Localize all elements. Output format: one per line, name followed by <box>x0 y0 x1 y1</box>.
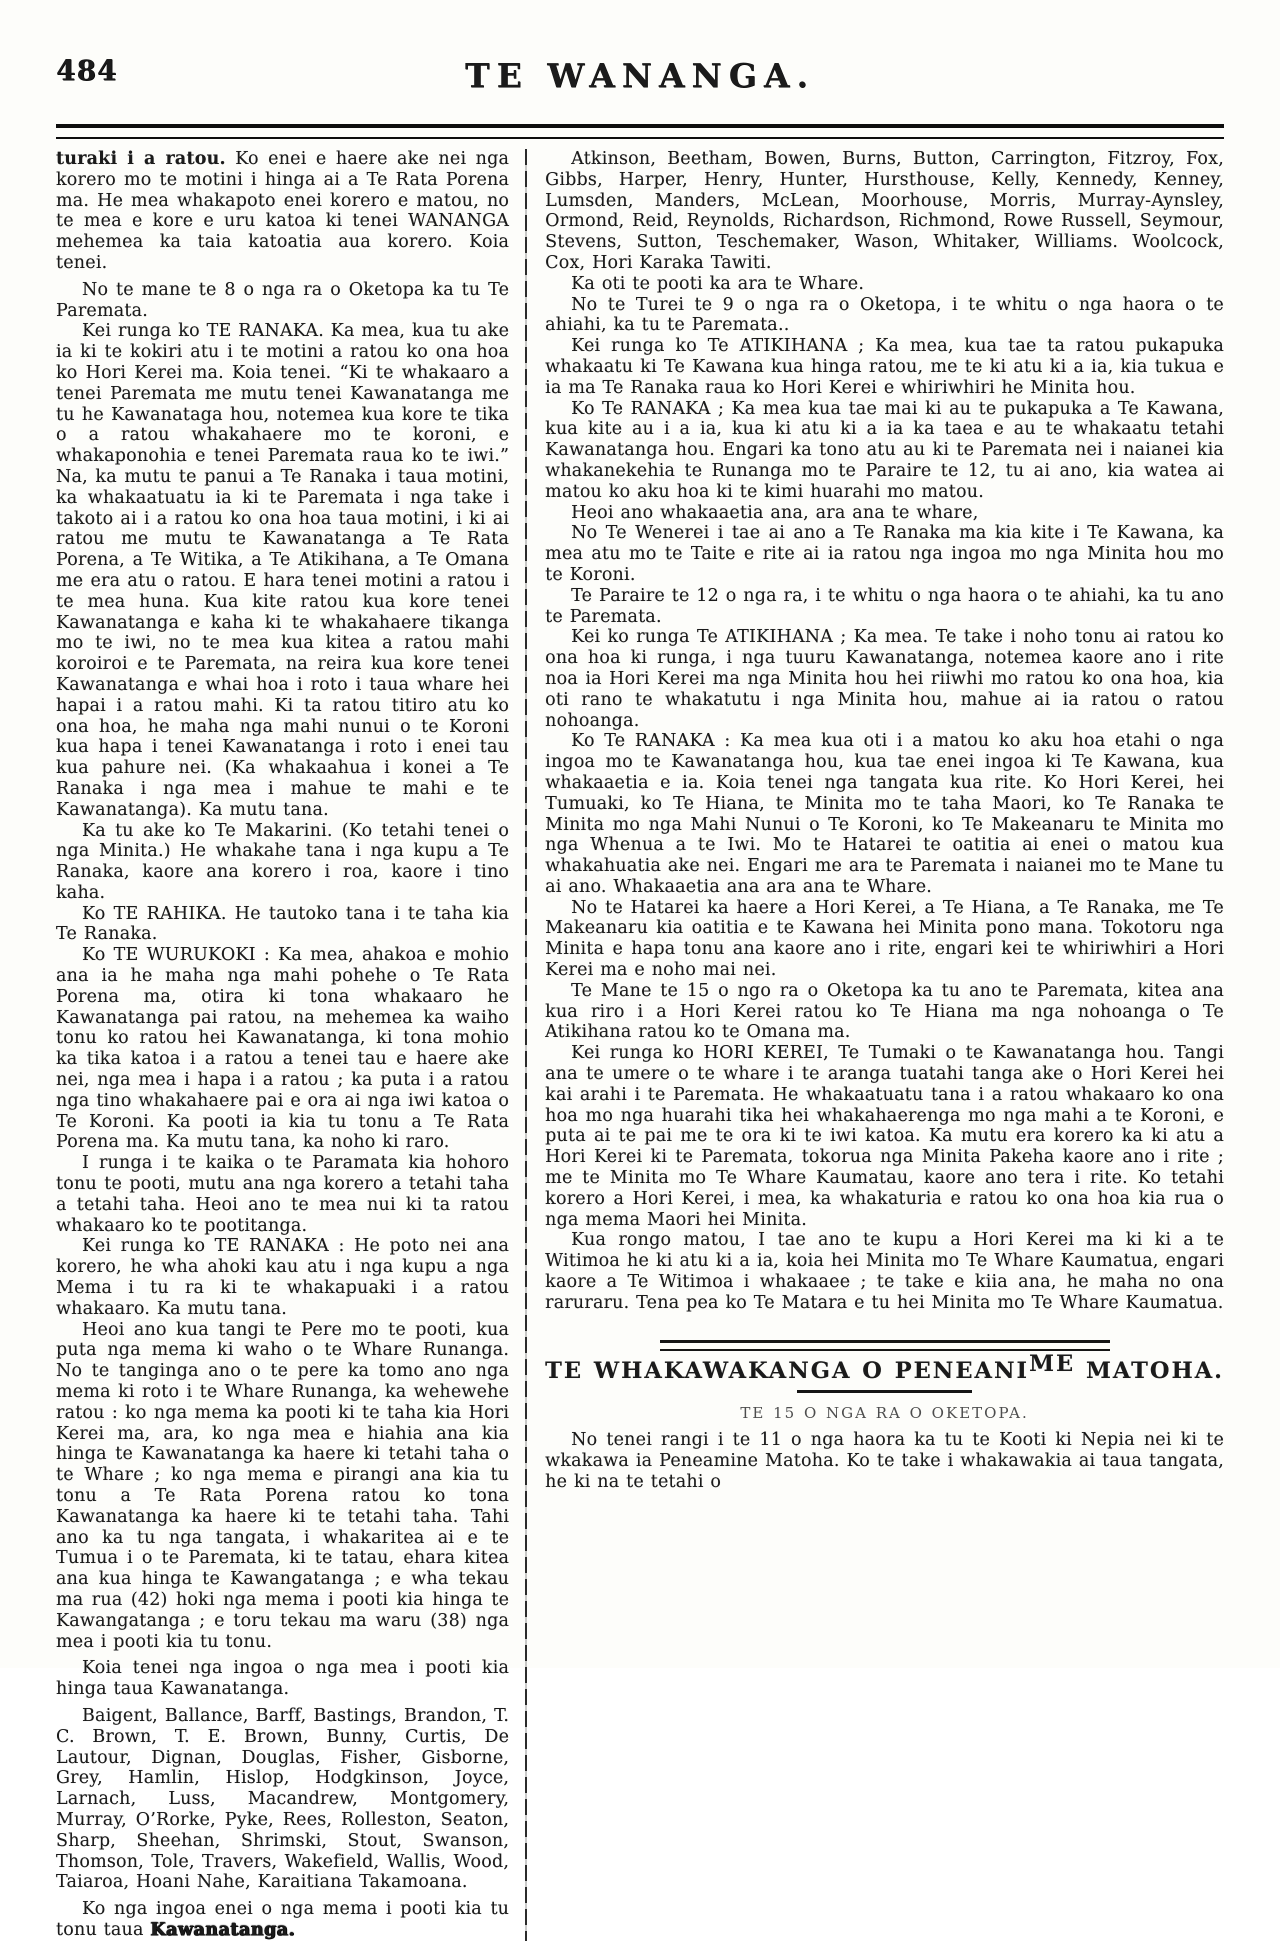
paragraph: Te Paraire te 12 o nga ra, i te whitu o nga haora o te ahiahi, ka tu ano te Paremata. <box>545 585 1224 627</box>
paragraph: Koia tenei nga ingoa o nga mea i pooti kia hinga taua Kawanatanga. <box>56 1658 510 1700</box>
paragraph-lead: turaki i a ratou. <box>56 149 226 169</box>
paragraph: No Te Wenerei i tae ai ano a Te Ranaka ma kia kite i Te Kawana, ka mea atu mo te Taite e rite ai ia ratou nga ingoa mo nga Minita hou mo te Koroni. <box>545 523 1224 585</box>
paragraph: Ka oti te pooti ka ara te Whare. <box>571 273 865 294</box>
article-divider-top <box>660 1340 1110 1351</box>
paragraph: Heoi ano whakaaetia ana, ara ana te whare, <box>571 502 979 523</box>
article-columns <box>56 149 1224 1941</box>
article-heading-text: TE WHAKAWAKANGA O PENEANI <box>545 1357 1030 1384</box>
paragraph: Ka tu ake ko Te Makarini. (Ko tetahi tenei o nga Minita.) He whakahe tana i nga kupu a Te Ranaka, kaore ana korero i roa, kaore i tino kaha. <box>56 820 510 903</box>
paragraph-text: Ko nga ingoa enei o nga mema i pooti kia tu tonu taua <box>56 1899 510 1940</box>
member-names-list: Atkinson, Beetham, Bowen, Burns, Button, Carrington, Fitzroy, Fox, Gibbs, Harper, Henry, Hunter, Hursthouse, Kelly, Kennedy, Kenney, Lumsden, Manders, McLean, Moorhouse, Morris, Murray-Aynsley, Ormond, Reid, Reynolds, Richardson, Richmond, Rowe Russell, Seymour, Stevens, Sutton, Teschemaker, Wason, Whitaker, Williams. Woolcock, Cox, Hori Karaka Tawiti. <box>545 149 1224 273</box>
header-rule <box>56 124 1224 139</box>
paragraph: Kei ko runga Te ATIKIHANA ; Ka mea. Te take i noho tonu ai ratou ko ona hoa ki runga, i nga tuuru Kawanatanga, notemea kaore ano i rite noa ia Hori Kerei ma nga Minita hou hei riiwhi mo ratou ko ona hoa, kia oti rano te whakatutu i nga Minita hou, mahue ai ia ratou o ratou nohoanga. <box>545 627 1224 731</box>
paragraph: Ko TE WURUKOKI : Ka mea, ahakoa e mohio ana ia he maha nga mahi pohehe o Te Rata Porena ma, otira ki tona whakaaro he Kawanatanga pai ratou, na mehemea ka waiho tonu ko ratou hei Kawanatanga, ki tona mohio ka tika katoa i a ratou a tenei tau e haere ake nei, nga mea i hapa i a ratou ; ka puta i a ratou nga tino whakahaere pai e ora ai nga iwi katoa o Te Koroni. Ka pooti ia kia tu tonu a Te Rata Porena ma. Ka mutu tana, ka noho ki raro. <box>56 945 510 1153</box>
paragraph <box>56 149 509 274</box>
article-heading-raised-text: ME <box>1029 1350 1076 1377</box>
article-heading-block <box>545 1340 1224 1425</box>
paragraph <box>56 1899 509 1941</box>
paragraph: Heoi ano kua tangi te Pere mo te pooti, kua puta nga mema ki waho o te Whare Runanga. No te tanginga ano o te pere ka tomo ano nga mema ki roto i te Whare Runanga, ka wehewehe ratou : ko nga mema ka pooti ki te taha kia Hori Kerei ma, ara, ko nga mea e hiahia ana kia hinga te Kawanatanga ka haere ki tetahi taha o te Whare ; ko nga mema e pirangi ana kia tu tonu a Te Rata Porena ratou ko tona Kawanatanga ka haere ki te tetahi taha. Tahi ano ka tu nga tangata, i whakaritea ai e te Tumua i o te Paremata, ki te tatau, ehara kitea ana kua hinga te Kawangatanga ; e wha tekau ma rua (42) hoki nga mema i pooti kia hinga te Kawangatanga ; e toru tekau ma waru (38) nga mea i pooti kia tu tonu. <box>56 1319 510 1652</box>
paragraph: Kua rongo matou, I tae ano te kupu a Hori Kerei ma ki ki a te Witimoa he ki atu ki a ia, koia hei Minita mo Te Whare Kaumatua, engari kaore a Te Witimoa i whakaaee ; te take e kiia ana, he maha no ona raruraru. Tena pea ko Te Matara e tu hei Minita mo Te Whare Kaumatua. <box>545 1230 1224 1313</box>
left-column <box>56 149 525 1941</box>
paragraph: No te Hatarei ka haere a Hori Kerei, a Te Hiana, a Te Ranaka, me Te Makeanaru kia oatitia e te Kawana hei Minita pono mana. Tokotoru nga Minita e hapa tonu ana kaore ano i rite, engari kei te whiriwhiri a Hori Kerei ma e noho mai nei. <box>545 897 1224 981</box>
article-dateline: TE 15 O NGA RA O OKETOPA. <box>740 1404 1029 1423</box>
page-header <box>0 0 1280 108</box>
article-divider-bottom <box>797 1390 972 1393</box>
paragraph: No te Turei te 9 o nga ra o Oketopa, i te whitu o nga haora o te ahiahi, ka tu te Paremata.. <box>545 294 1224 336</box>
paragraph: No te mane te 8 o nga ra o Oketopa ka tu Te Paremata. <box>56 279 510 321</box>
masthead-title: TE WANANGA. <box>465 56 815 95</box>
right-column <box>527 149 1224 1493</box>
article-body-paragraph: No tenei rangi i te 11 o nga haora ka tu te Kooti ki Nepia nei ki te wkakawa ia Peneamine Matoha. Ko te take i whakawakia ai taua tangata, he ki na te tetahi o <box>545 1430 1224 1492</box>
member-names-list: Baigent, Ballance, Barff, Bastings, Brandon, T. C. Brown, T. E. Brown, Bunny, Curtis, De Lautour, Dignan, Douglas, Fisher, Gisborne, Grey, Hamlin, Hislop, Hodgkinson, Joyce, Larnach, Luss, Macandrew, Montgomery, Murray, O’Rorke, Pyke, Rees, Rolleston, Seaton, Sharp, Sheehan, Shrimski, Stout, Swanson, Thomson, Tole, Travers, Wakefield, Wallis, Wood, Taiaroa, Hoani Nahe, Karaitiana Takamoana. <box>56 1705 510 1893</box>
paragraph: Ko TE RAHIKA. He tautoko tana i te taha kia Te Ranaka. <box>56 903 510 945</box>
page-number: 484 <box>56 54 118 87</box>
paragraph: Kei runga ko HORI KEREI, Te Tumaki o te Kawanatanga hou. Tangi ana te umere o te whare i te aranga tuatahi tanga ake o Hori Kerei hei kai arahi i te Paremata. He whakaatuatu tana i a ratou whakaaro ko ona hoa mo nga huarahi tika hei whakahaerenga mo nga mahi a te Koroni, e puta ai te pai me te ora ki te iwi katoa. Ka mutu era korero ka ki atu a Hori Kerei ki te Paremata, tokorua nga Minita Pakeha kaore ano i rite ; me te Minita mo Te Whare Kaumatau, kaore ano tera i rite. Ko tetahi korero a Hori Kerei, i mea, ka whakaturia e ratou ko ona hoa kia rua o nga mema Maori hei Minita. <box>545 1043 1224 1230</box>
paragraph: Ko Te RANAKA : Ka mea kua oti i a matou ko aku hoa etahi o nga ingoa mo te Kawanatanga hou, kua tae enei ingoa ki Te Kawana, kua whakaaetia e ia. Koia tenei nga tangata kua rite. Ko Hori Kerei, hei Tumuaki, ko Te Hiana, te Minita mo te taha Maori, ko Te Ranaka te Minita mo nga Mahi Nunui o Te Koroni, ko Te Makeanaru te Minita mo nga Whenua a te Iwi. Mo te Hatarei te oatitia ai enei o matou kua whakahuatia ake nei. Engari me ara te Paremata i naianei mo te Mane tu ai ano. Whakaaetia ana ara ana te Whare. <box>545 731 1224 897</box>
paragraph: Ko Te RANAKA ; Ka mea kua tae mai ki au te pukapuka a Te Kawana, kua kite au i a ia, kua ki atu ki a ia ka taea e au te whakaatu tetahi Kawanatanga hou. Engari ka tono atu au ki te Paremata nei i naianei kia whakanekehia te Runanga mo te Paraire te 12, tu ai ano, kia watea ai matou ko aku hoa ki te kimi huarahi mo matou. <box>545 398 1224 502</box>
article-heading <box>545 1350 1224 1384</box>
paragraph: Kei runga ko Te ATIKIHANA ; Ka mea, kua tae ta ratou pukapuka whakaatu ki Te Kawana kua hinga ratou, me te ki atu ki a ia, kia tukua e ia ma Te Ranaka raua ko Hori Kerei e whiriwhiri he Minita hou. <box>545 336 1224 398</box>
paragraph: Kei runga ko TE RANAKA. Ka mea, kua tu ake ia ki te kokiri atu i te motini a ratou ko ona hoa ko Hori Kerei ma. Koia tenei. “Ki te whakaaro a tenei Paremata me mutu tenei Kawanatanga me tu he Kawanataga hou, notemea kua kore te tika o a ratou whakahaere mo te koroni, e whakaponohia e tenei Paremata raua ko te iwi.” Na, ka mutu te panui a Te Ranaka i taua motini, ka whakaatuatu ia ki te Paremata i nga take i takoto ai i a ratou ko ona hoa taua motini, i ki ai ratou me mutu te Kawanatanga a Te Rata Porena, a Te Witika, a Te Atikihana, a Te Omana me era atu o ratou. E hara tenei motini a ratou i te mea huna. Kua kite ratou kua kore tenei Kawanatanga e kaha ki te whakahaere tikanga mo te iwi, no te mea kua kitea a ratou mahi koroiroi e te Paremata, na reira kua kore tenei Kawanatanga e whai hoa i roto i taua whare hei hapai i a ratou mahi. Ki ta ratou titiro atu ko ona hoa, he maha nga mahi nunui o te Koroni kua hapa i tenei Kawanatanga i roto i enei tau kua pahure nei. (Ka whakaahua i konei a Te Ranaka i nga mea i mahue te mahi e te Kawanatanga). Ka mutu tana. <box>56 321 510 820</box>
paragraph: Te Mane te 15 o ngo ra o Oketopa ka tu ano te Paremata, kitea ana kua riro i a Hori Kerei ratou ko Te Hiana ma nga nohoanga o Te Atikihana ratou ko te Omana ma. <box>545 980 1224 1043</box>
paragraph-text: Ko enei e haere ake nei nga korero mo te motini i hinga ai a Te Rata Porena ma. He mea whakapoto enei korero e matou, no te mea e kore e uru katoa ki tenei WANANGA mehemea ka taia katoatia aua korero. Koia tenei. <box>56 149 510 273</box>
paragraph: Kei runga ko TE RANAKA : He poto nei ana korero, he wha ahoki kau atu i nga kupu a nga Mema i tu ra ki te whakapuaki i a ratou whakaaro. Ka mutu tana. <box>56 1236 510 1319</box>
paragraph-bold-word: Kawanatanga. <box>150 1919 296 1940</box>
article-heading-text: MATOHA. <box>1075 1357 1224 1384</box>
paragraph: I runga i te kaika o te Paramata kia hohoro tonu te pooti, mutu ana nga korero a tetahi taha a tetahi taha. Heoi ano te mea nui ki ta ratou whakaaro ko te pootitanga. <box>56 1153 510 1236</box>
